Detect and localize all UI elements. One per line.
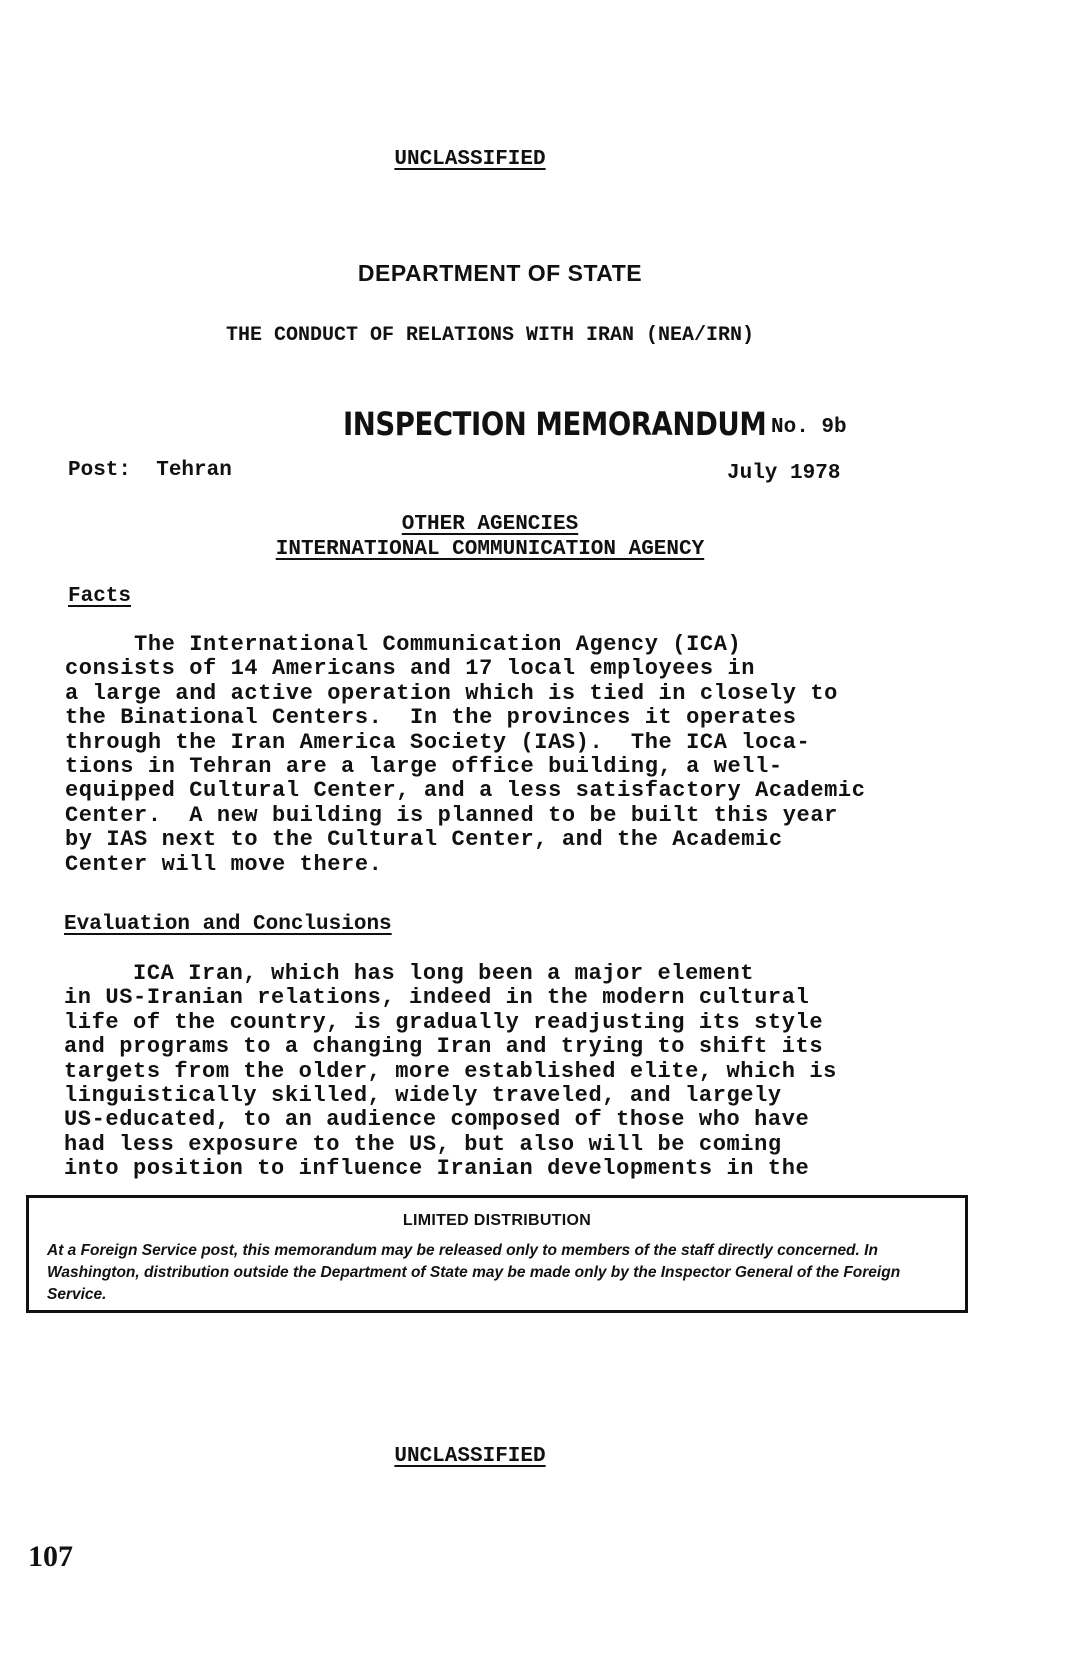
section-heading-line-2: INTERNATIONAL COMMUNICATION AGENCY	[275, 538, 705, 561]
limited-distribution-title: LIMITED DISTRIBUTION	[402, 1212, 592, 1229]
memo-title: INSPECTION MEMORANDUM	[343, 405, 767, 443]
section-heading	[220, 512, 760, 562]
evaluation-paragraph: ICA Iran, which has long been a major element in US-Iranian relations, indeed in the modern cultural life of the country, is gradually readjusting its style and programs to a changing Iran and trying to shift its targets from the older, more established elite, which is linguistically skilled, widely traveled, and largely US-educated, to an audience composed of those who have had less exposure to the US, but also will be coming into position to influence Iranian developments in the	[64, 961, 837, 1182]
department-heading: DEPARTMENT OF STATE	[357, 260, 643, 286]
limited-distribution-text: At a Foreign Service post, this memorandum may be released only to members of the staff directly concerned. In Washington, distribution outside the Department of State may be made only by the Inspector General of the Foreign Service.	[47, 1242, 901, 1303]
section-heading-line-1: OTHER AGENCIES	[401, 513, 579, 536]
page-number: 107	[28, 1540, 73, 1573]
post-location: Post: Tehran	[68, 459, 232, 482]
limited-distribution-box	[26, 1195, 968, 1313]
report-title: THE CONDUCT OF RELATIONS WITH IRAN (NEA/IRN)	[225, 324, 755, 347]
facts-heading: Facts	[68, 585, 132, 608]
memo-number: No. 9b	[771, 416, 847, 439]
evaluation-heading: Evaluation and Conclusions	[64, 913, 392, 936]
classification-marking-bottom: UNCLASSIFIED	[394, 1445, 546, 1468]
classification-marking-top: UNCLASSIFIED	[394, 148, 546, 171]
facts-paragraph: The International Communication Agency (ICA) consists of 14 Americans and 17 local employees in a large and active operation which is tied in closely to the Binational Centers. In the provinces it operates through the Iran America Society (IAS). The ICA loca- tions in Tehran are a large office building, a well- equipped Cultural Center, and a less satisfactory Academic Center. A new building is planned to be built this year by IAS next to the Cultural Center, and the Academic Center will move there.	[65, 632, 866, 877]
memo-date: July 1978	[727, 462, 841, 485]
